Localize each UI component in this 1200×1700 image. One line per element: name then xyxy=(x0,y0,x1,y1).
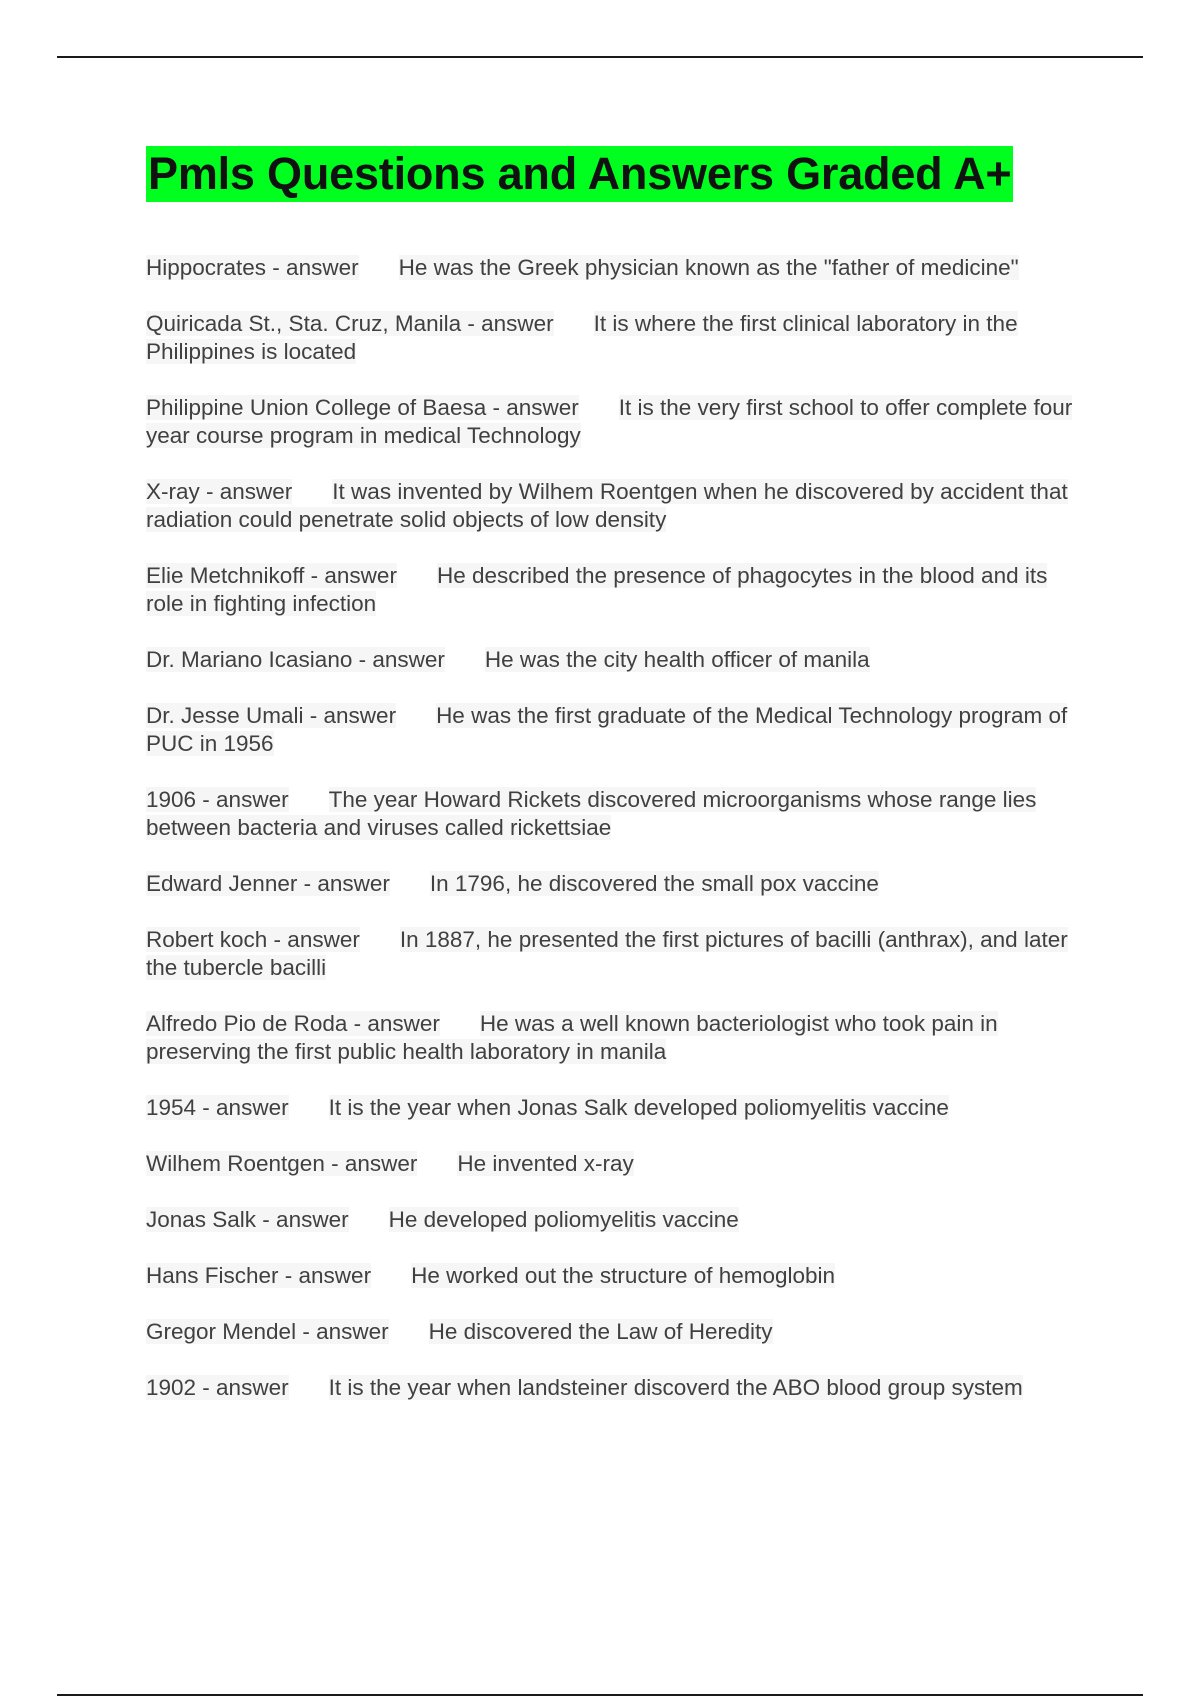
top-rule xyxy=(57,56,1143,58)
qa-item xyxy=(146,1206,1086,1234)
qa-question: Hippocrates - answer xyxy=(146,255,359,280)
qa-item xyxy=(146,870,1086,898)
qa-question: Robert koch - answer xyxy=(146,927,360,952)
qa-question: Hans Fischer - answer xyxy=(146,1263,372,1288)
document-body xyxy=(146,146,1086,1430)
qa-item xyxy=(146,394,1086,450)
qa-answer: The year Howard Rickets discovered microorganisms whose range lies between bacteria and viruses called rickettsiae xyxy=(146,787,1037,840)
qa-answer: He worked out the structure of hemoglobin xyxy=(411,1263,836,1288)
qa-answer: In 1887, he presented the first pictures of bacilli (anthrax), and later the tubercle bacilli xyxy=(146,927,1068,980)
qa-question: 1954 - answer xyxy=(146,1095,289,1120)
qa-question: Dr. Jesse Umali - answer xyxy=(146,703,397,728)
qa-answer: He was the Greek physician known as the "father of medicine" xyxy=(398,255,1019,280)
qa-answer: He was the first graduate of the Medical Technology program of PUC in 1956 xyxy=(146,703,1068,756)
qa-question: Wilhem Roentgen - answer xyxy=(146,1151,418,1176)
qa-question: Edward Jenner - answer xyxy=(146,871,390,896)
qa-question: Dr. Mariano Icasiano - answer xyxy=(146,647,445,672)
qa-answer: It is where the first clinical laboratory in the Philippines is located xyxy=(146,311,1018,364)
qa-item xyxy=(146,926,1086,982)
qa-question: X-ray - answer xyxy=(146,479,293,504)
qa-question: Gregor Mendel - answer xyxy=(146,1319,389,1344)
qa-answer: He was the city health officer of manila xyxy=(484,647,870,672)
qa-answer: He developed poliomyelitis vaccine xyxy=(388,1207,739,1232)
qa-item xyxy=(146,1262,1086,1290)
bottom-rule xyxy=(57,1694,1143,1696)
qa-answer: It is the year when landsteiner discoverd the ABO blood group system xyxy=(328,1375,1023,1400)
qa-question: Elie Metchnikoff - answer xyxy=(146,563,397,588)
qa-answer: He invented x-ray xyxy=(457,1151,634,1176)
qa-item xyxy=(146,562,1086,618)
qa-question: Jonas Salk - answer xyxy=(146,1207,349,1232)
qa-answer: It was invented by Wilhem Roentgen when he discovered by accident that radiation could penetrate solid objects of low density xyxy=(146,479,1068,532)
qa-answer: It is the very first school to offer complete four year course program in medical Technology xyxy=(146,395,1073,448)
qa-answer: He described the presence of phagocytes in the blood and its role in fighting infection xyxy=(146,563,1048,616)
document-title: Pmls Questions and Answers Graded A+ xyxy=(146,146,1013,202)
qa-item xyxy=(146,1150,1086,1178)
qa-question: Alfredo Pio de Roda - answer xyxy=(146,1011,440,1036)
qa-item xyxy=(146,1010,1086,1066)
qa-item xyxy=(146,646,1086,674)
qa-item xyxy=(146,702,1086,758)
qa-item xyxy=(146,310,1086,366)
qa-item xyxy=(146,1094,1086,1122)
qa-answer: He was a well known bacteriologist who took pain in preserving the first public health laboratory in manila xyxy=(146,1011,998,1064)
qa-answer: He discovered the Law of Heredity xyxy=(428,1319,773,1344)
qa-list xyxy=(146,254,1086,1402)
qa-question: 1902 - answer xyxy=(146,1375,289,1400)
qa-question: Philippine Union College of Baesa - answer xyxy=(146,395,579,420)
qa-item xyxy=(146,1318,1086,1346)
qa-answer: In 1796, he discovered the small pox vaccine xyxy=(429,871,879,896)
qa-item xyxy=(146,1374,1086,1402)
qa-item xyxy=(146,786,1086,842)
qa-answer: It is the year when Jonas Salk developed poliomyelitis vaccine xyxy=(328,1095,949,1120)
qa-item xyxy=(146,478,1086,534)
qa-question: 1906 - answer xyxy=(146,787,289,812)
qa-item xyxy=(146,254,1086,282)
qa-question: Quiricada St., Sta. Cruz, Manila - answer xyxy=(146,311,554,336)
